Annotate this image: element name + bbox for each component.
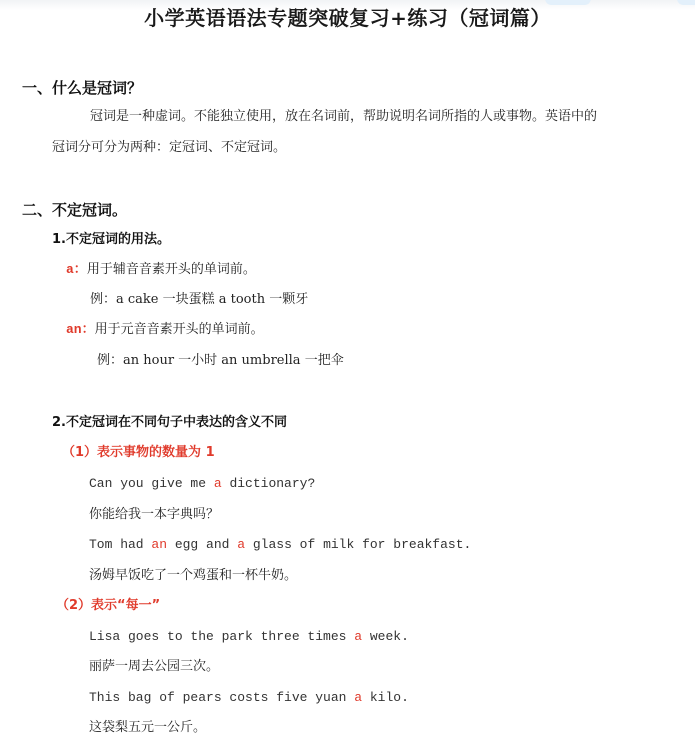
document-title: 小学英语语法专题突破复习+练习（冠词篇） [144, 6, 551, 30]
article-highlight: a [354, 690, 363, 705]
subsection-heading-meanings: 2.不定冠词在不同句子中表达的含义不同 [52, 415, 287, 430]
example-translation: 你能给我一本字典吗？ [89, 507, 220, 522]
rule-text: 用于元音音素开头的单词前。 [94, 322, 264, 337]
example-translation: 丽萨一周去公园三次。 [89, 659, 220, 674]
sentence-text: Tom had [89, 537, 152, 552]
example-sentence [89, 474, 315, 494]
sentence-text: dictionary? [221, 476, 316, 491]
paragraph-line: 冠词是一种虚词。不能独立使用，放在名词前，帮助说明名词所指的人或事物。英语中的 [90, 109, 598, 124]
rule-label-a: a： [66, 262, 87, 277]
example-translation: 汤姆早饭吃了一个鸡蛋和一杯牛奶。 [89, 568, 298, 583]
sentence-text: This bag of pears costs five yuan [89, 690, 355, 705]
example-translation: 这袋梨五元一公斤。 [89, 720, 207, 735]
sentence-text: egg and [167, 537, 238, 552]
example-a: 例：a cake 一块蛋糕 a tooth 一颗牙 [90, 292, 309, 307]
sentence-text: week. [362, 629, 409, 644]
toolbar-tab-hint [545, 0, 591, 5]
section-heading-indefinite-article: 二、不定冠词。 [22, 201, 128, 219]
subsection-heading-usage: 1.不定冠词的用法。 [52, 232, 170, 247]
toolbar-tab-hint [677, 0, 695, 5]
sentence-text: glass of milk for breakfast. [245, 537, 472, 552]
rule-a [66, 260, 256, 280]
section-heading-what-is-article: 一、什么是冠词？ [22, 79, 143, 97]
sentence-text: Lisa goes to the park three times [89, 629, 355, 644]
point-heading-each: （2）表示“每一” [56, 598, 161, 613]
sentence-text: kilo. [362, 690, 409, 705]
point-heading-quantity-one: （1）表示事物的数量为 1 [62, 445, 215, 460]
example-sentence [89, 535, 471, 555]
rule-an [66, 320, 264, 340]
example-sentence [89, 627, 409, 647]
article-highlight: a [237, 537, 246, 552]
rule-label-an: an： [66, 322, 95, 337]
article-highlight: an [151, 537, 168, 552]
rule-text: 用于辅音音素开头的单词前。 [86, 262, 256, 277]
article-highlight: a [354, 629, 363, 644]
example-sentence [89, 688, 409, 708]
sentence-text: Can you give me [89, 476, 214, 491]
example-an: 例：an hour 一小时 an umbrella 一把伞 [97, 353, 344, 368]
paragraph-line: 冠词分可分为两种：定冠词、不定冠词。 [52, 140, 287, 155]
article-highlight: a [213, 476, 222, 491]
